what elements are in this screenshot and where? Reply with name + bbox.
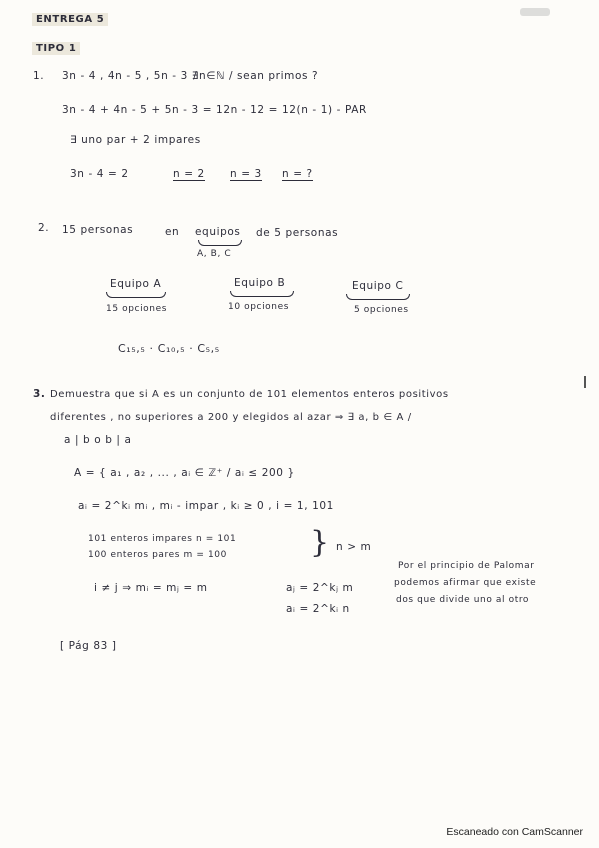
team-b-options: 10 opciones bbox=[228, 302, 290, 312]
heading-entrega: ENTREGA 5 bbox=[32, 13, 108, 26]
problem3-set-def: A = { a₁ , a₂ , ... , aᵢ ∈ ℤ⁺ / aᵢ ≤ 200 } bbox=[74, 467, 295, 479]
problem3-even-row: 100 enteros pares m = 100 bbox=[88, 550, 227, 560]
side-note-line2: podemos afirmar que existe bbox=[394, 578, 537, 588]
side-note-line3: dos que divide uno al otro bbox=[396, 595, 530, 605]
problem3-number: 3. bbox=[33, 388, 46, 400]
team-c-options: 5 opciones bbox=[354, 305, 409, 315]
problem2-statement-c: de 5 personas bbox=[256, 227, 339, 239]
problem2-number: 2. bbox=[38, 222, 50, 234]
problem1-n2: n = 3 bbox=[230, 168, 262, 180]
problem1-n3: n = ? bbox=[282, 168, 313, 180]
problem1-n1: n = 2 bbox=[173, 168, 205, 180]
problem1-sum: 3n - 4 + 4n - 5 + 5n - 3 = 12n - 12 = 12(n - 1) - PAR bbox=[62, 104, 367, 116]
page-reference: [ Pág 83 ] bbox=[60, 640, 117, 652]
team-a-label: Equipo A bbox=[110, 278, 162, 290]
problem2-equipos: equipos bbox=[195, 226, 241, 238]
side-note-line1: Por el principio de Palomar bbox=[398, 561, 535, 571]
problem3-implication: i ≠ j ⇒ mᵢ = mⱼ = m bbox=[94, 582, 208, 594]
scan-smudge bbox=[520, 8, 550, 16]
problem1-statement: 3n - 4 , 4n - 5 , 5n - 3 ∄n∈ℕ / sean primos ? bbox=[62, 70, 319, 82]
problem1-equation: 3n - 4 = 2 bbox=[70, 168, 129, 180]
problem3-aj: aⱼ = 2^kⱼ m bbox=[286, 582, 354, 594]
problem1-number: 1. bbox=[33, 70, 45, 82]
team-a-brace bbox=[106, 292, 166, 298]
heading-tipo: TIPO 1 bbox=[32, 42, 80, 55]
edge-mark bbox=[584, 376, 586, 388]
right-brace: } bbox=[310, 525, 330, 560]
problem3-ai: aᵢ = 2^kᵢ n bbox=[286, 603, 350, 615]
equipos-brace bbox=[198, 240, 242, 246]
team-a-options: 15 opciones bbox=[106, 304, 168, 314]
problem3-line2: diferentes , no superiores a 200 y elegidos al azar ⇒ ∃ a, b ∈ A / bbox=[50, 412, 412, 423]
problem3-line3: a | b o b | a bbox=[64, 434, 132, 446]
problem2-combinations: C₁₅,₅ · C₁₀,₅ · C₅,₅ bbox=[118, 342, 220, 355]
problem2-teams: A, B, C bbox=[197, 249, 232, 259]
camscanner-watermark: Escaneado con CamScanner bbox=[446, 826, 583, 838]
team-b-label: Equipo B bbox=[234, 277, 286, 289]
problem1-exists: ∃ uno par + 2 impares bbox=[70, 134, 201, 146]
problem3-line1: Demuestra que si A es un conjunto de 101 elementos enteros positivos bbox=[50, 389, 449, 400]
problem2-statement-b: en bbox=[165, 226, 180, 238]
problem2-statement-a: 15 personas bbox=[62, 224, 134, 236]
problem3-n-gt-m: n > m bbox=[336, 541, 372, 553]
team-b-brace bbox=[230, 291, 294, 297]
problem3-ai-def: aᵢ = 2^kᵢ mᵢ , mᵢ - impar , kᵢ ≥ 0 , i = 1, 101 bbox=[78, 500, 334, 512]
problem3-odd-row: 101 enteros impares n = 101 bbox=[88, 534, 237, 544]
team-c-brace bbox=[346, 294, 410, 300]
team-c-label: Equipo C bbox=[352, 280, 404, 292]
